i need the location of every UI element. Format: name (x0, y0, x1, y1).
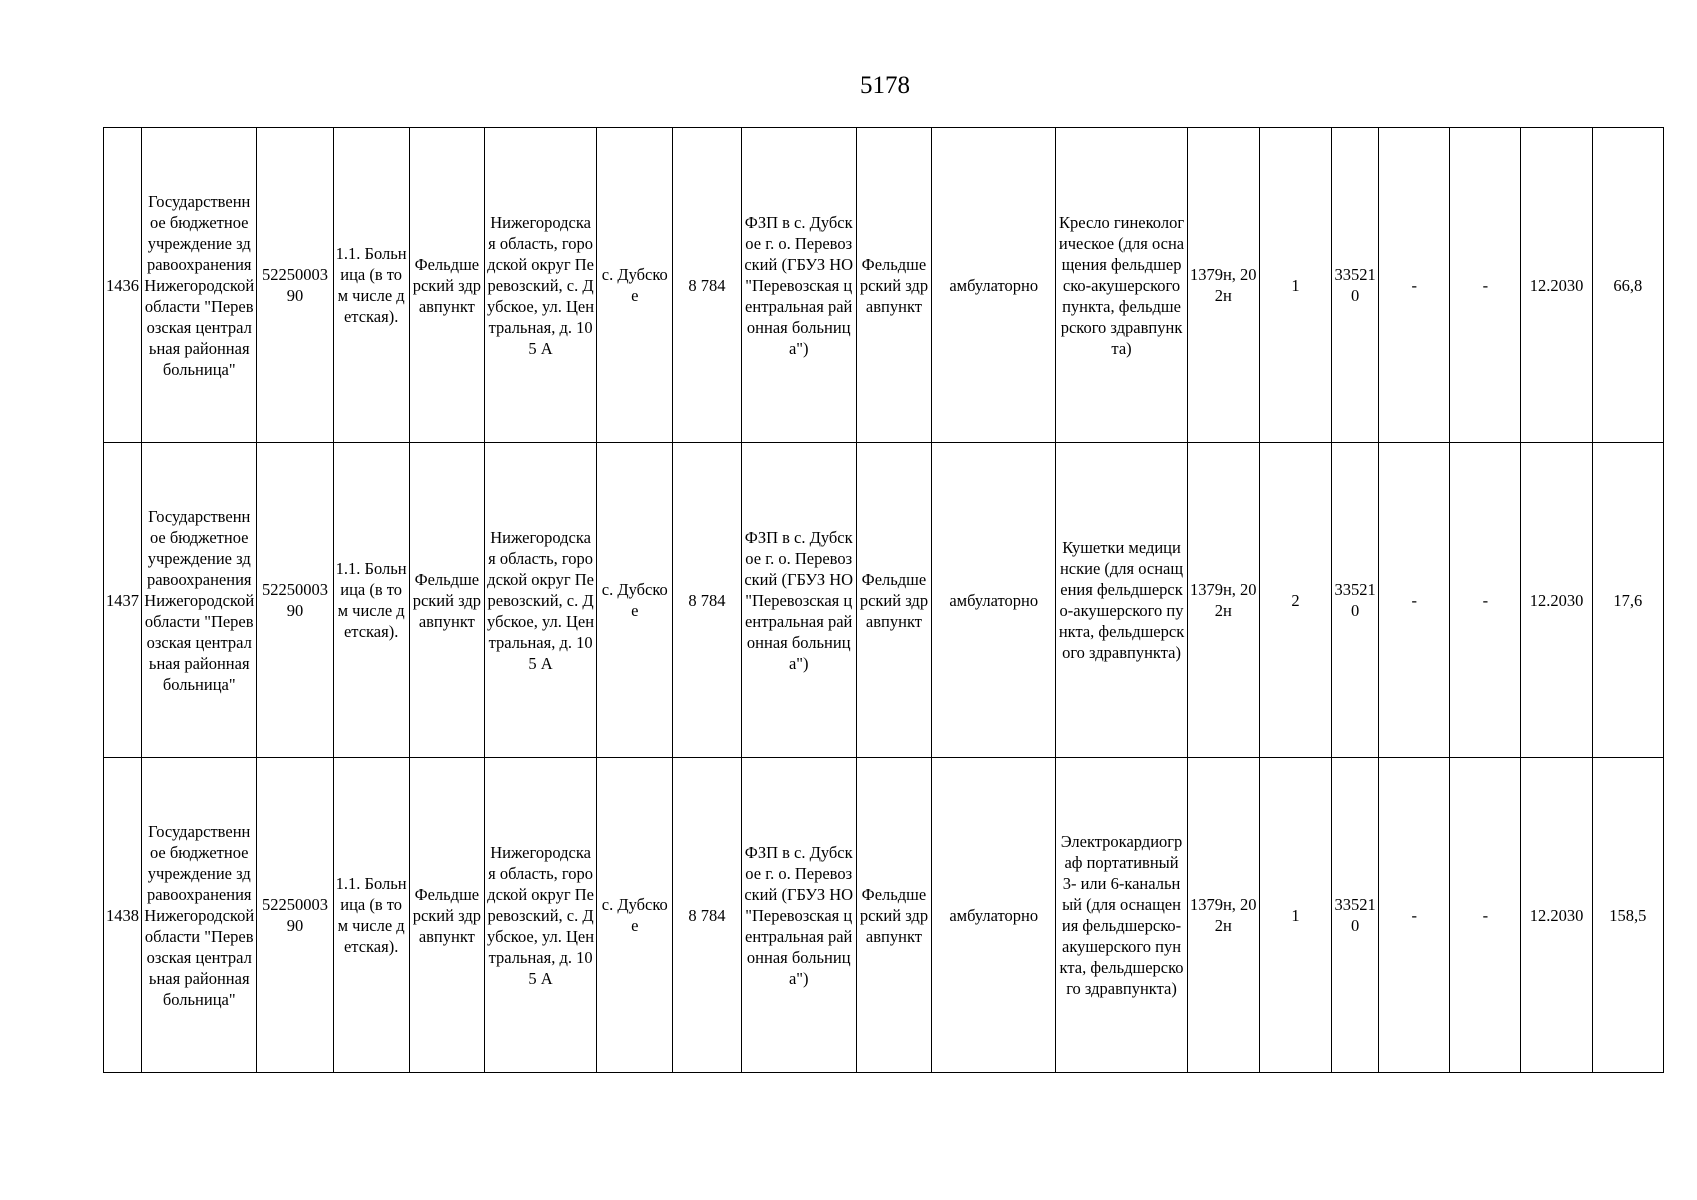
locality-cell: с. Дубское (597, 128, 673, 443)
table-row (104, 128, 1664, 443)
type-cell: 1.1. Больница (в том числе детская). (333, 758, 409, 1073)
equipment-cell: Кушетки медицинские (для оснащения фельдшерско-акушерского пункта, фельдшерского здравпункта) (1056, 443, 1187, 758)
equipment-cell: Кресло гинекологическое (для оснащения фельдшерско-акушерского пункта, фельдшерского здравпункта) (1056, 128, 1187, 443)
unit-cell: Фельдшерский здравпункт (409, 443, 484, 758)
equipment-cell: Электрокардиограф портативный 3- или 6-канальный (для оснащения фельдшерско-акушерского пункта, фельдшерского здравпункта) (1056, 758, 1187, 1073)
facility-cell: ФЗП в с. Дубское г. о. Перевозский (ГБУЗ НО "Перевозская центральная районная больница") (741, 443, 856, 758)
okpd-cell: 335210 (1332, 443, 1379, 758)
date-cell: 12.2030 (1521, 758, 1592, 1073)
address-cell: Нижегородская область, городской округ Перевозский, с. Дубское, ул. Центральная, д. 105 А (484, 443, 596, 758)
order-cell: 1379н, 202н (1187, 128, 1259, 443)
dash-cell-2: - (1450, 758, 1521, 1073)
amount-cell: 158,5 (1592, 758, 1663, 1073)
organization-cell: Государственное бюджетное учреждение здравоохранения Нижегородской области "Перевозская центральная районная больница" (142, 758, 257, 1073)
row-number: 1438 (104, 758, 142, 1073)
locality-cell: с. Дубское (597, 758, 673, 1073)
page-number: 5178 (860, 72, 910, 99)
facility-cell: ФЗП в с. Дубское г. о. Перевозский (ГБУЗ НО "Перевозская центральная районная больница") (741, 758, 856, 1073)
dash-cell-2: - (1450, 443, 1521, 758)
organization-cell: Государственное бюджетное учреждение здравоохранения Нижегородской области "Перевозская центральная районная больница" (142, 443, 257, 758)
code-cell: 5225000390 (257, 128, 333, 443)
care-form-cell: амбулаторно (932, 758, 1056, 1073)
date-cell: 12.2030 (1521, 443, 1592, 758)
dash-cell-1: - (1379, 758, 1450, 1073)
quantity-cell: 1 (1259, 128, 1331, 443)
population-cell: 8 784 (673, 128, 741, 443)
table-row (104, 758, 1664, 1073)
amount-cell: 17,6 (1592, 443, 1663, 758)
address-cell: Нижегородская область, городской округ Перевозский, с. Дубское, ул. Центральная, д. 105 А (484, 758, 596, 1073)
type-cell: 1.1. Больница (в том числе детская). (333, 443, 409, 758)
population-cell: 8 784 (673, 758, 741, 1073)
table-row (104, 443, 1664, 758)
population-cell: 8 784 (673, 443, 741, 758)
order-cell: 1379н, 202н (1187, 758, 1259, 1073)
care-form-cell: амбулаторно (932, 128, 1056, 443)
okpd-cell: 335210 (1332, 128, 1379, 443)
locality-cell: с. Дубское (597, 443, 673, 758)
quantity-cell: 2 (1259, 443, 1331, 758)
unit-cell: Фельдшерский здравпункт (409, 758, 484, 1073)
quantity-cell: 1 (1259, 758, 1331, 1073)
code-cell: 5225000390 (257, 758, 333, 1073)
facility-type-cell: Фельдшерский здравпункт (856, 443, 931, 758)
organization-cell: Государственное бюджетное учреждение здравоохранения Нижегородской области "Перевозская центральная районная больница" (142, 128, 257, 443)
equipment-table (103, 127, 1664, 1073)
facility-type-cell: Фельдшерский здравпункт (856, 758, 931, 1073)
dash-cell-1: - (1379, 443, 1450, 758)
type-cell: 1.1. Больница (в том числе детская). (333, 128, 409, 443)
unit-cell: Фельдшерский здравпункт (409, 128, 484, 443)
row-number: 1436 (104, 128, 142, 443)
date-cell: 12.2030 (1521, 128, 1592, 443)
okpd-cell: 335210 (1332, 758, 1379, 1073)
row-number: 1437 (104, 443, 142, 758)
care-form-cell: амбулаторно (932, 443, 1056, 758)
address-cell: Нижегородская область, городской округ Перевозский, с. Дубское, ул. Центральная, д. 105 А (484, 128, 596, 443)
order-cell: 1379н, 202н (1187, 443, 1259, 758)
amount-cell: 66,8 (1592, 128, 1663, 443)
code-cell: 5225000390 (257, 443, 333, 758)
dash-cell-1: - (1379, 128, 1450, 443)
facility-cell: ФЗП в с. Дубское г. о. Перевозский (ГБУЗ НО "Перевозская центральная районная больница") (741, 128, 856, 443)
dash-cell-2: - (1450, 128, 1521, 443)
facility-type-cell: Фельдшерский здравпункт (856, 128, 931, 443)
